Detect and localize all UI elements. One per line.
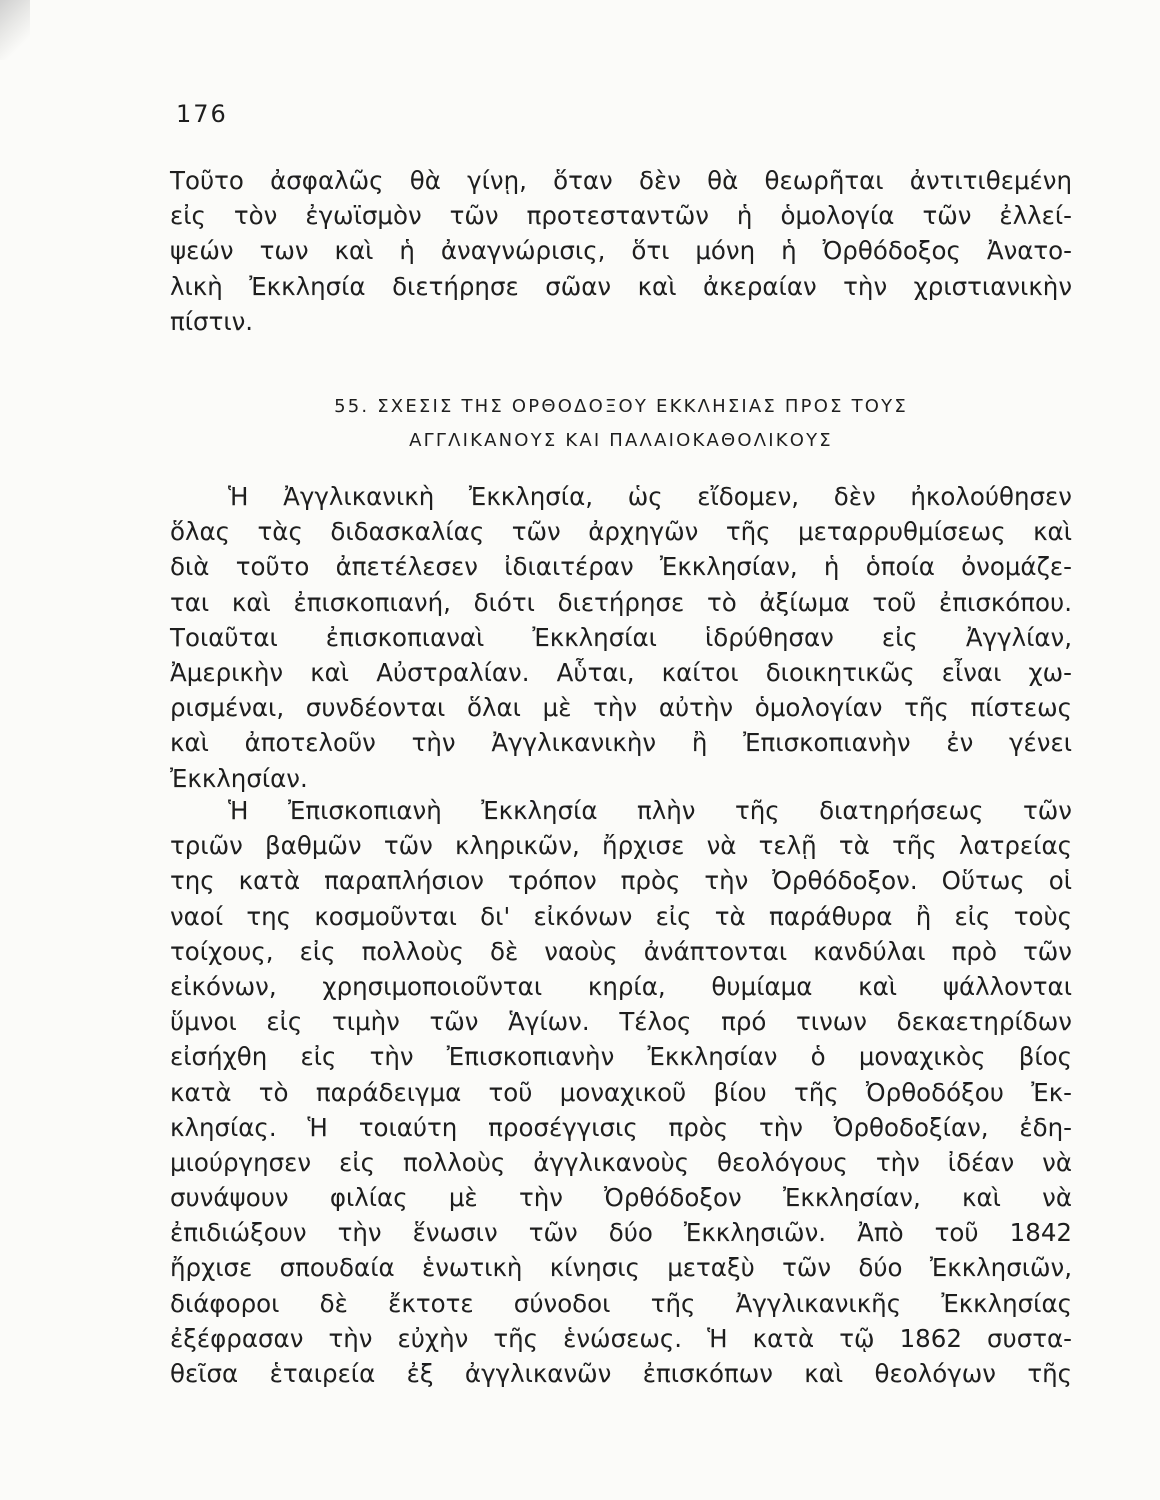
page-corner-shadow [0,0,30,60]
text-line: ρισμέναι, συνδέονται ὅλαι μὲ τὴν αὐτὴν ὁμολογίαν τῆς πίστεως [170,693,1072,723]
text-line: ναοί της κοσμοῦνται δι' εἰκόνων εἰς τὰ παράθυρα ἢ εἰς τοὺς [170,901,1072,931]
section-heading [170,390,1072,458]
text-line: Τοῦτο ἀσφαλῶς θὰ γίνῃ, ὅταν δὲν θὰ θεωρῆται ἀντιτιθεμένη [170,166,1072,195]
text-line: διὰ τοῦτο ἀπετέλεσεν ἰδιαιτέραν Ἐκκλησίαν, ἡ ὁποία ὀνομάζε- [170,552,1072,582]
text-line: Ἡ Ἀγγλικανικὴ Ἐκκλησία, ὡς εἴδομεν, δὲν ἠκολούθησεν [228,482,1072,511]
text-line: τοίχους, εἰς πολλοὺς δὲ ναοὺς ἀνάπτονται κανδύλαι πρὸ τῶν [170,936,1072,966]
page-number: 176 [176,100,228,128]
text-line: τριῶν βαθμῶν τῶν κληρικῶν, ἤρχισε νὰ τελῇ τὰ τῆς λατρείας [170,831,1072,861]
text-line: ἐξέφρασαν τὴν εὐχὴν τῆς ἑνώσεως. Ἡ κατὰ τῷ 1862 συστα- [170,1323,1072,1353]
text-line: της κατὰ παραπλήσιον τρόπον πρὸς τὴν Ὀρθόδοξον. Οὕτως οἱ [170,866,1072,896]
text-line: λικὴ Ἐκκλησία διετήρησε σῶαν καὶ ἀκεραίαν τὴν χριστιανικὴν [170,271,1072,301]
text-line: εἰσήχθη εἰς τὴν Ἐπισκοπιανὴν Ἐκκλησίαν ὁ μοναχικὸς βίος [170,1042,1072,1072]
paragraph-1 [170,163,1072,339]
text-line: Ἀμερικὴν καὶ Αὐστραλίαν. Αὗται, καίτοι διοικητικῶς εἶναι χω- [170,657,1072,687]
text-line: κατὰ τὸ παράδειγμα τοῦ μοναχικοῦ βίου τῆς Ὀρθοδόξου Ἐκ- [170,1077,1072,1107]
text-line: εἰς τὸν ἐγωϊσμὸν τῶν προτεσταντῶν ἡ ὁμολογία τῶν ἐλλεί- [170,201,1072,231]
text-line: ται καὶ ἐπισκοπιανή, διότι διετήρησε τὸ ἀξίωμα τοῦ ἐπισκόπου. [170,587,1072,617]
text-line: κλησίας. Ἡ τοιαύτη προσέγγισις πρὸς τὴν Ὀρθοδοξίαν, ἐδη- [170,1112,1072,1142]
text-line: συνάψουν φιλίας μὲ τὴν Ὀρθόδοξον Ἐκκλησίαν, καὶ νὰ [170,1183,1072,1213]
text-line: ψεών των καὶ ἡ ἀναγνώρισις, ὅτι μόνη ἡ Ὀρθόδοξος Ἀνατο- [170,236,1072,266]
text-line: Ἐκκλησίαν. [170,763,308,793]
text-line: ἤρχισε σπουδαία ἑνωτικὴ κίνησις μεταξὺ τῶν δύο Ἐκκλησιῶν, [170,1253,1072,1283]
heading-line: ΑΓΓΛΙΚΑΝΟΥΣ ΚΑΙ ΠΑΛΑΙΟΚΑΘΟΛΙΚΟΥΣ [409,430,833,451]
text-line: καὶ ἀποτελοῦν τὴν Ἀγγλικανικὴν ἢ Ἐπισκοπιανὴν ἐν γένει [170,728,1072,758]
text-line: πίστιν. [170,306,254,336]
text-line: μιούργησεν εἰς πολλοὺς ἀγγλικανοὺς θεολόγους τὴν ἰδέαν νὰ [170,1147,1072,1177]
text-line: θεῖσα ἑταιρεία ἐξ ἀγγλικανῶν ἐπισκόπων καὶ θεολόγων τῆς [170,1359,1072,1388]
text-line: διάφοροι δὲ ἔκτοτε σύνοδοι τῆς Ἀγγλικανικῆς Ἐκκλησίας [170,1288,1072,1318]
text-line: Ἡ Ἐπισκοπιανὴ Ἐκκλησία πλὴν τῆς διατηρήσεως τῶν [228,796,1072,825]
text-line: ὅλας τὰς διδασκαλίας τῶν ἀρχηγῶν τῆς μεταρρυθμίσεως καὶ [170,517,1072,547]
text-line: Τοιαῦται ἐπισκοπιαναὶ Ἐκκλησίαι ἱδρύθησαν εἰς Ἀγγλίαν, [170,622,1072,652]
text-line: εἰκόνων, χρησιμοποιοῦνται κηρία, θυμίαμα καὶ ψάλλονται [170,971,1072,1001]
paragraph-2 [170,479,1072,796]
text-line: ὕμνοι εἰς τιμὴν τῶν Ἁγίων. Τέλος πρό τινων δεκαετηρίδων [170,1007,1072,1037]
paragraph-3 [170,793,1072,1391]
text-line: ἐπιδιώξουν τὴν ἕνωσιν τῶν δύο Ἐκκλησιῶν. Ἀπὸ τοῦ 1842 [170,1218,1072,1248]
heading-line: 55. ΣΧΕΣΙΣ ΤΗΣ ΟΡΘΟΔΟΞΟΥ ΕΚΚΛΗΣΙΑΣ ΠΡΟΣ ΤΟΥΣ [334,396,908,417]
